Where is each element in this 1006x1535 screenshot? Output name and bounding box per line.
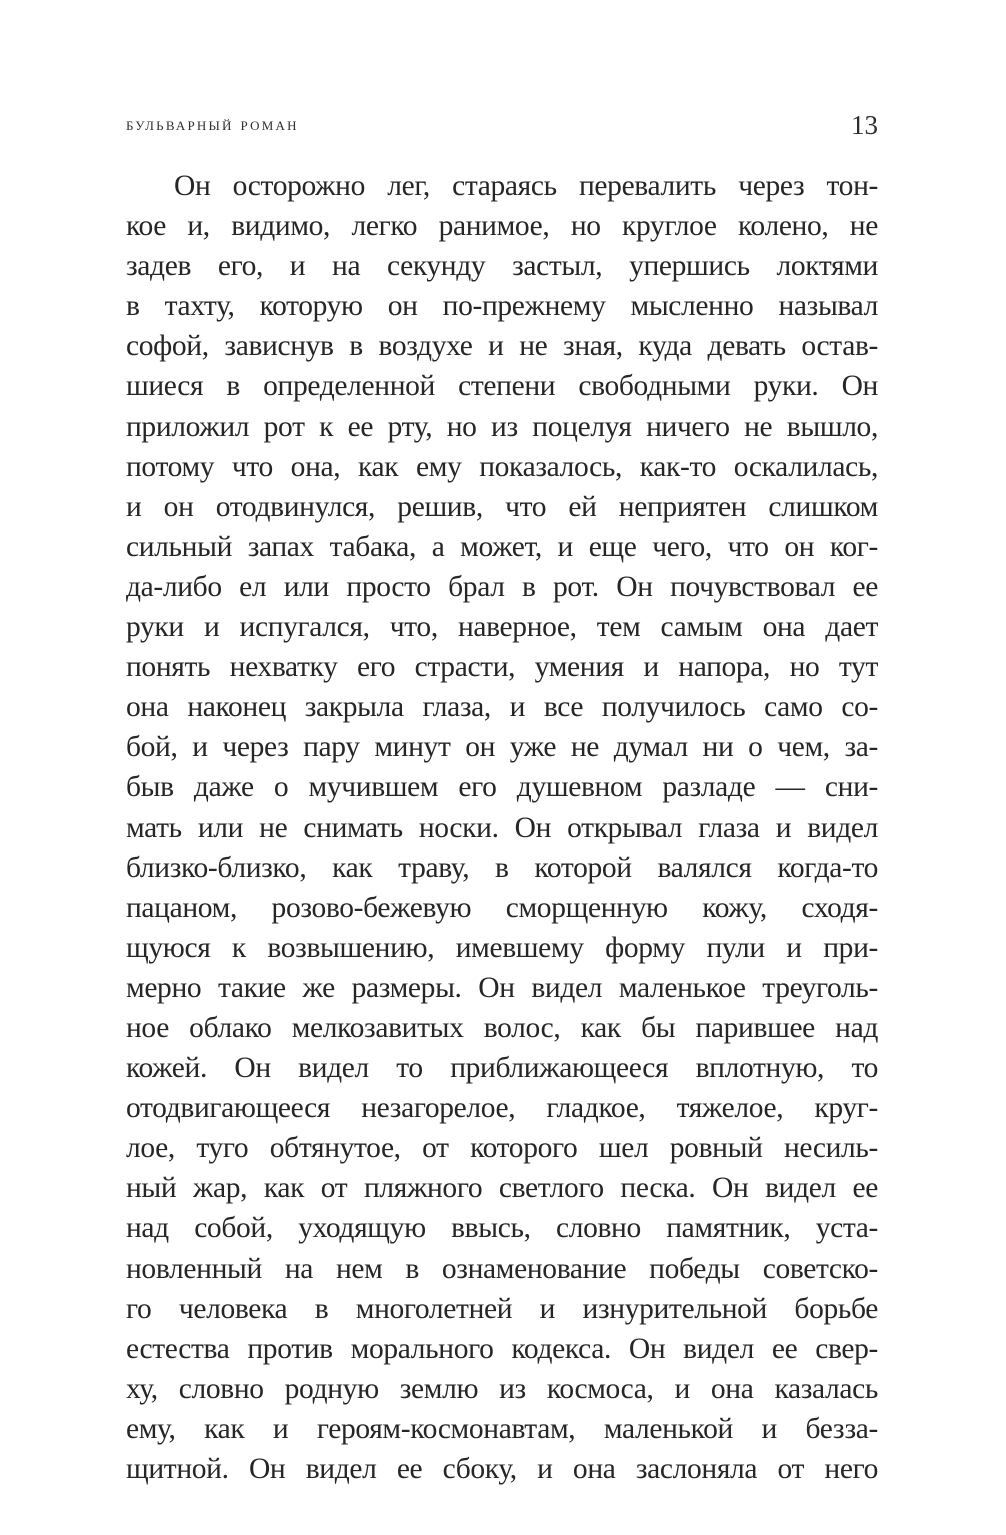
- text-line: щитной. Он видел ее сбоку, и она заслоняла от него: [126, 1453, 878, 1485]
- body-text: [126, 166, 878, 1489]
- text-line: задев его, и на секунду застыл, упершись локтями: [126, 250, 878, 283]
- text-line: она наконец закрыла глаза, и все получилось само со-: [126, 691, 878, 724]
- text-line: го человека в многолетней и изнурительной борьбе: [126, 1292, 878, 1325]
- text-line: лое, туго обтянутое, от которого шел ровный несиль-: [126, 1132, 878, 1165]
- text-line: Он осторожно лег, стараясь перевалить через тон-: [174, 170, 878, 202]
- text-line: ное облако мелкозавитых волос, как бы парившее над: [126, 1011, 878, 1044]
- text-line: над собой, уходящую ввысь, словно памятник, уста-: [126, 1212, 878, 1245]
- text-line: пацаном, розово-бежевую сморщенную кожу, сходя-: [126, 891, 878, 924]
- text-line: щуюся к возвышению, имевшему форму пули и при-: [126, 931, 878, 964]
- text-line: новленный на нем в ознаменование победы советско-: [126, 1252, 878, 1285]
- text-line: в тахту, которую он по-прежнему мысленно называл: [126, 290, 878, 323]
- text-line: шиеся в определенной степени свободными руки. Он: [126, 370, 878, 403]
- text-line: быв даже о мучившем его душевном разладе — сни-: [126, 771, 878, 804]
- text-line: кое и, видимо, легко ранимое, но круглое колено, не: [126, 210, 878, 243]
- text-line: да-либо ел или просто брал в рот. Он почувствовал ее: [126, 570, 878, 603]
- text-line: приложил рот к ее рту, но из поцелуя ничего не вышло,: [126, 410, 878, 443]
- text-line: близко-близко, как траву, в которой валялся когда-то: [126, 851, 878, 884]
- page-number: 13: [851, 110, 878, 140]
- running-title: бульварный роман: [126, 114, 299, 135]
- running-head: [126, 110, 878, 140]
- text-line: ный жар, как от пляжного светлого песка. Он видел ее: [126, 1172, 878, 1205]
- text-line: ху, словно родную землю из космоса, и она казалась: [126, 1372, 878, 1405]
- text-line: потому что она, как ему показалось, как-то оскалилась,: [126, 450, 878, 483]
- text-line: понять нехватку его страсти, умения и напора, но тут: [126, 651, 878, 684]
- text-line: бой, и через пару минут он уже не думал ни о чем, за-: [126, 731, 878, 764]
- text-line: кожей. Он видел то приближающееся вплотную, то: [126, 1052, 878, 1085]
- text-line: естества против морального кодекса. Он видел ее свер-: [126, 1332, 878, 1365]
- text-line: руки и испугался, что, наверное, тем самым она дает: [126, 611, 878, 644]
- text-line: и он отодвинулся, решив, что ей неприятен слишком: [126, 490, 878, 523]
- text-line: сильный запах табака, а может, и еще чего, что он ког-: [126, 530, 878, 563]
- text-line: ему, как и героям-космонавтам, маленькой и безза-: [126, 1412, 878, 1445]
- text-line: мерно такие же размеры. Он видел маленькое треуголь-: [126, 971, 878, 1004]
- text-line: мать или не снимать носки. Он открывал глаза и видел: [126, 811, 878, 844]
- text-line: отодвигающееся незагорелое, гладкое, тяжелое, круг-: [126, 1092, 878, 1125]
- text-line: софой, зависнув в воздухе и не зная, куда девать остав-: [126, 330, 878, 363]
